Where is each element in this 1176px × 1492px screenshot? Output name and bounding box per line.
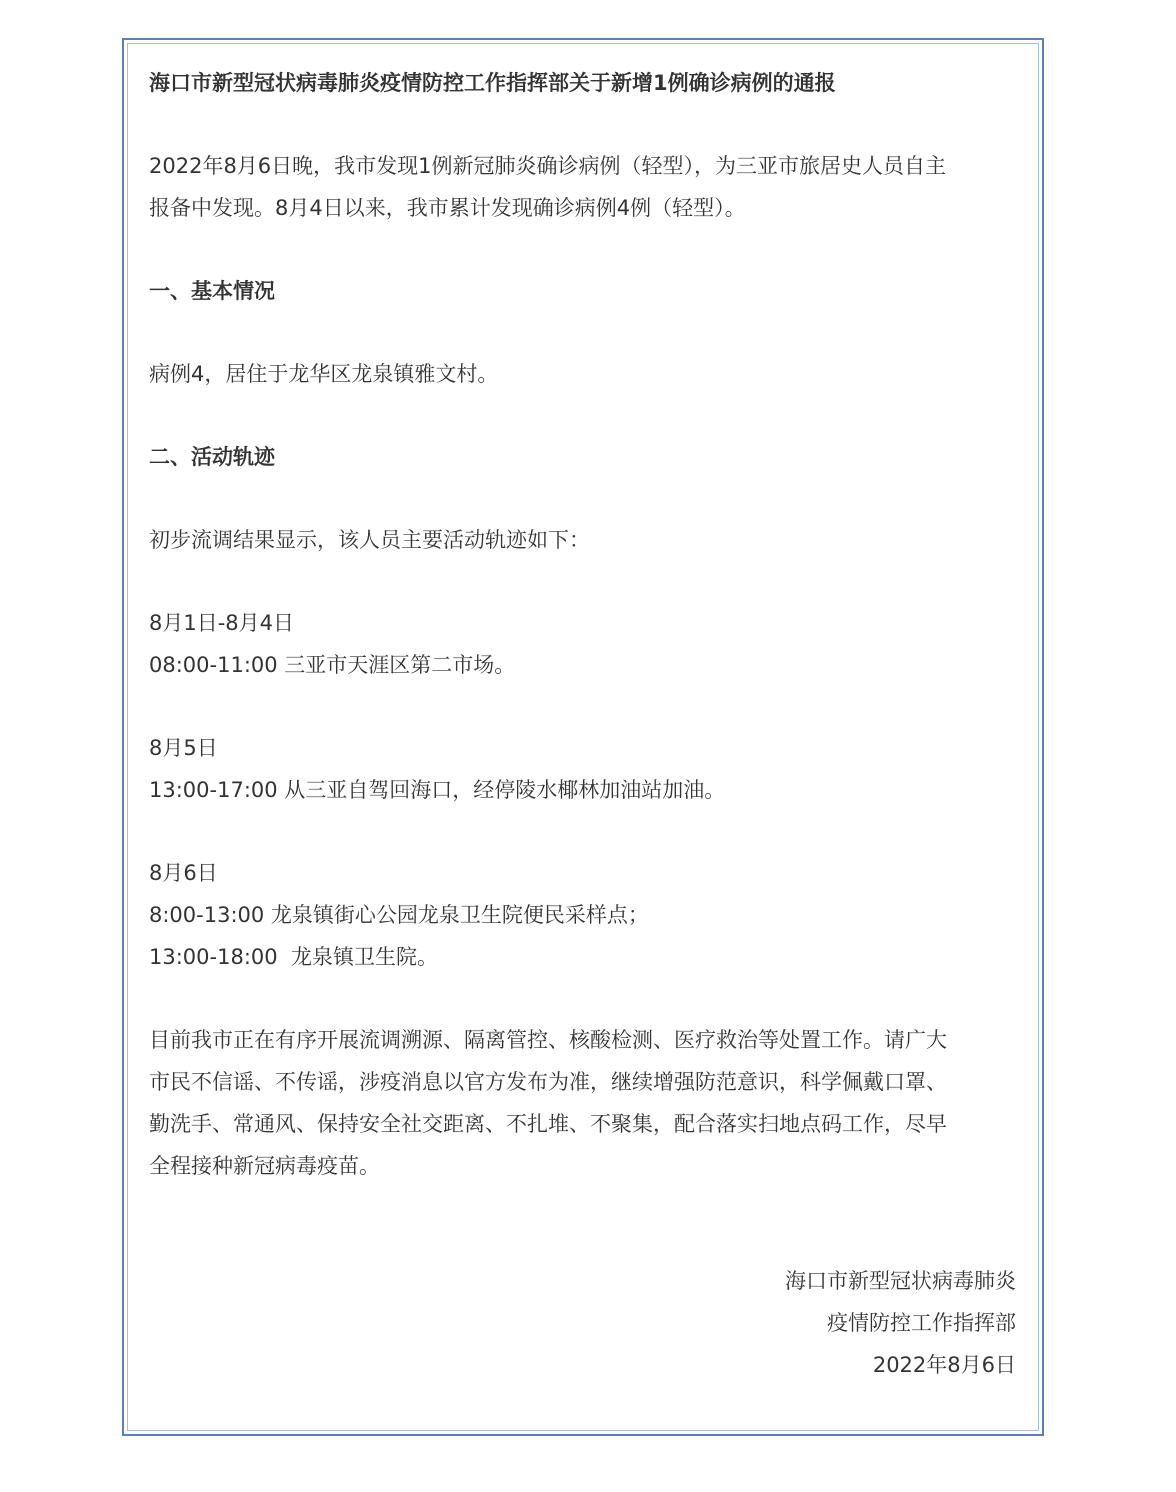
document-body — [149, 62, 1021, 1187]
signature-block — [785, 1260, 1016, 1386]
signature-date: 2022年8月6日 — [872, 1353, 1016, 1377]
section1-heading: 一、基本情况 — [149, 279, 275, 303]
intro-line-2: 报备中发现。8月4日以来，我市累计发现确诊病例4例（轻型）。 — [149, 196, 746, 220]
trajectory-date: 8月1日-8月4日 — [149, 611, 295, 635]
closing-line: 市民不信谣、不传谣，涉疫消息以官方发布为准，继续增强防范意识，科学佩戴口罩、 — [149, 1070, 947, 1094]
trajectory-date: 8月6日 — [149, 861, 218, 885]
closing-line: 勤洗手、常通风、保持安全社交距离、不扎堆、不聚集，配合落实扫地点码工作，尽早 — [149, 1112, 947, 1136]
closing-line: 目前我市正在有序开展流调溯源、隔离管控、核酸检测、医疗救治等处置工作。请广大 — [149, 1028, 947, 1052]
signature-org-line-2: 疫情防控工作指挥部 — [827, 1311, 1016, 1335]
trajectory-group-2 — [149, 727, 1021, 811]
signature-org-line-1: 海口市新型冠状病毒肺炎 — [785, 1269, 1016, 1293]
closing-line: 全程接种新冠病毒疫苗。 — [149, 1154, 380, 1178]
trajectory-entry: 13:00-18:00 龙泉镇卫生院。 — [149, 945, 438, 969]
trajectory-entry: 08:00-11:00 三亚市天涯区第二市场。 — [149, 653, 516, 677]
closing-paragraph — [149, 1019, 1021, 1187]
trajectory-entry: 13:00-17:00 从三亚自驾回海口，经停陵水椰林加油站加油。 — [149, 778, 726, 802]
trajectory-group-1 — [149, 602, 1021, 686]
trajectory-group-3 — [149, 852, 1021, 978]
section1-text: 病例4，居住于龙华区龙泉镇雅文村。 — [149, 362, 499, 386]
section2-heading: 二、活动轨迹 — [149, 445, 275, 469]
document-title: 海口市新型冠状病毒肺炎疫情防控工作指挥部关于新增1例确诊病例的通报 — [149, 71, 836, 95]
intro-line-1: 2022年8月6日晚，我市发现1例新冠肺炎确诊病例（轻型），为三亚市旅居史人员自主 — [149, 154, 947, 178]
trajectory-entry: 8:00-13:00 龙泉镇街心公园龙泉卫生院便民采样点； — [149, 903, 649, 927]
section2-intro: 初步流调结果显示，该人员主要活动轨迹如下： — [149, 528, 590, 552]
trajectory-date: 8月5日 — [149, 736, 218, 760]
